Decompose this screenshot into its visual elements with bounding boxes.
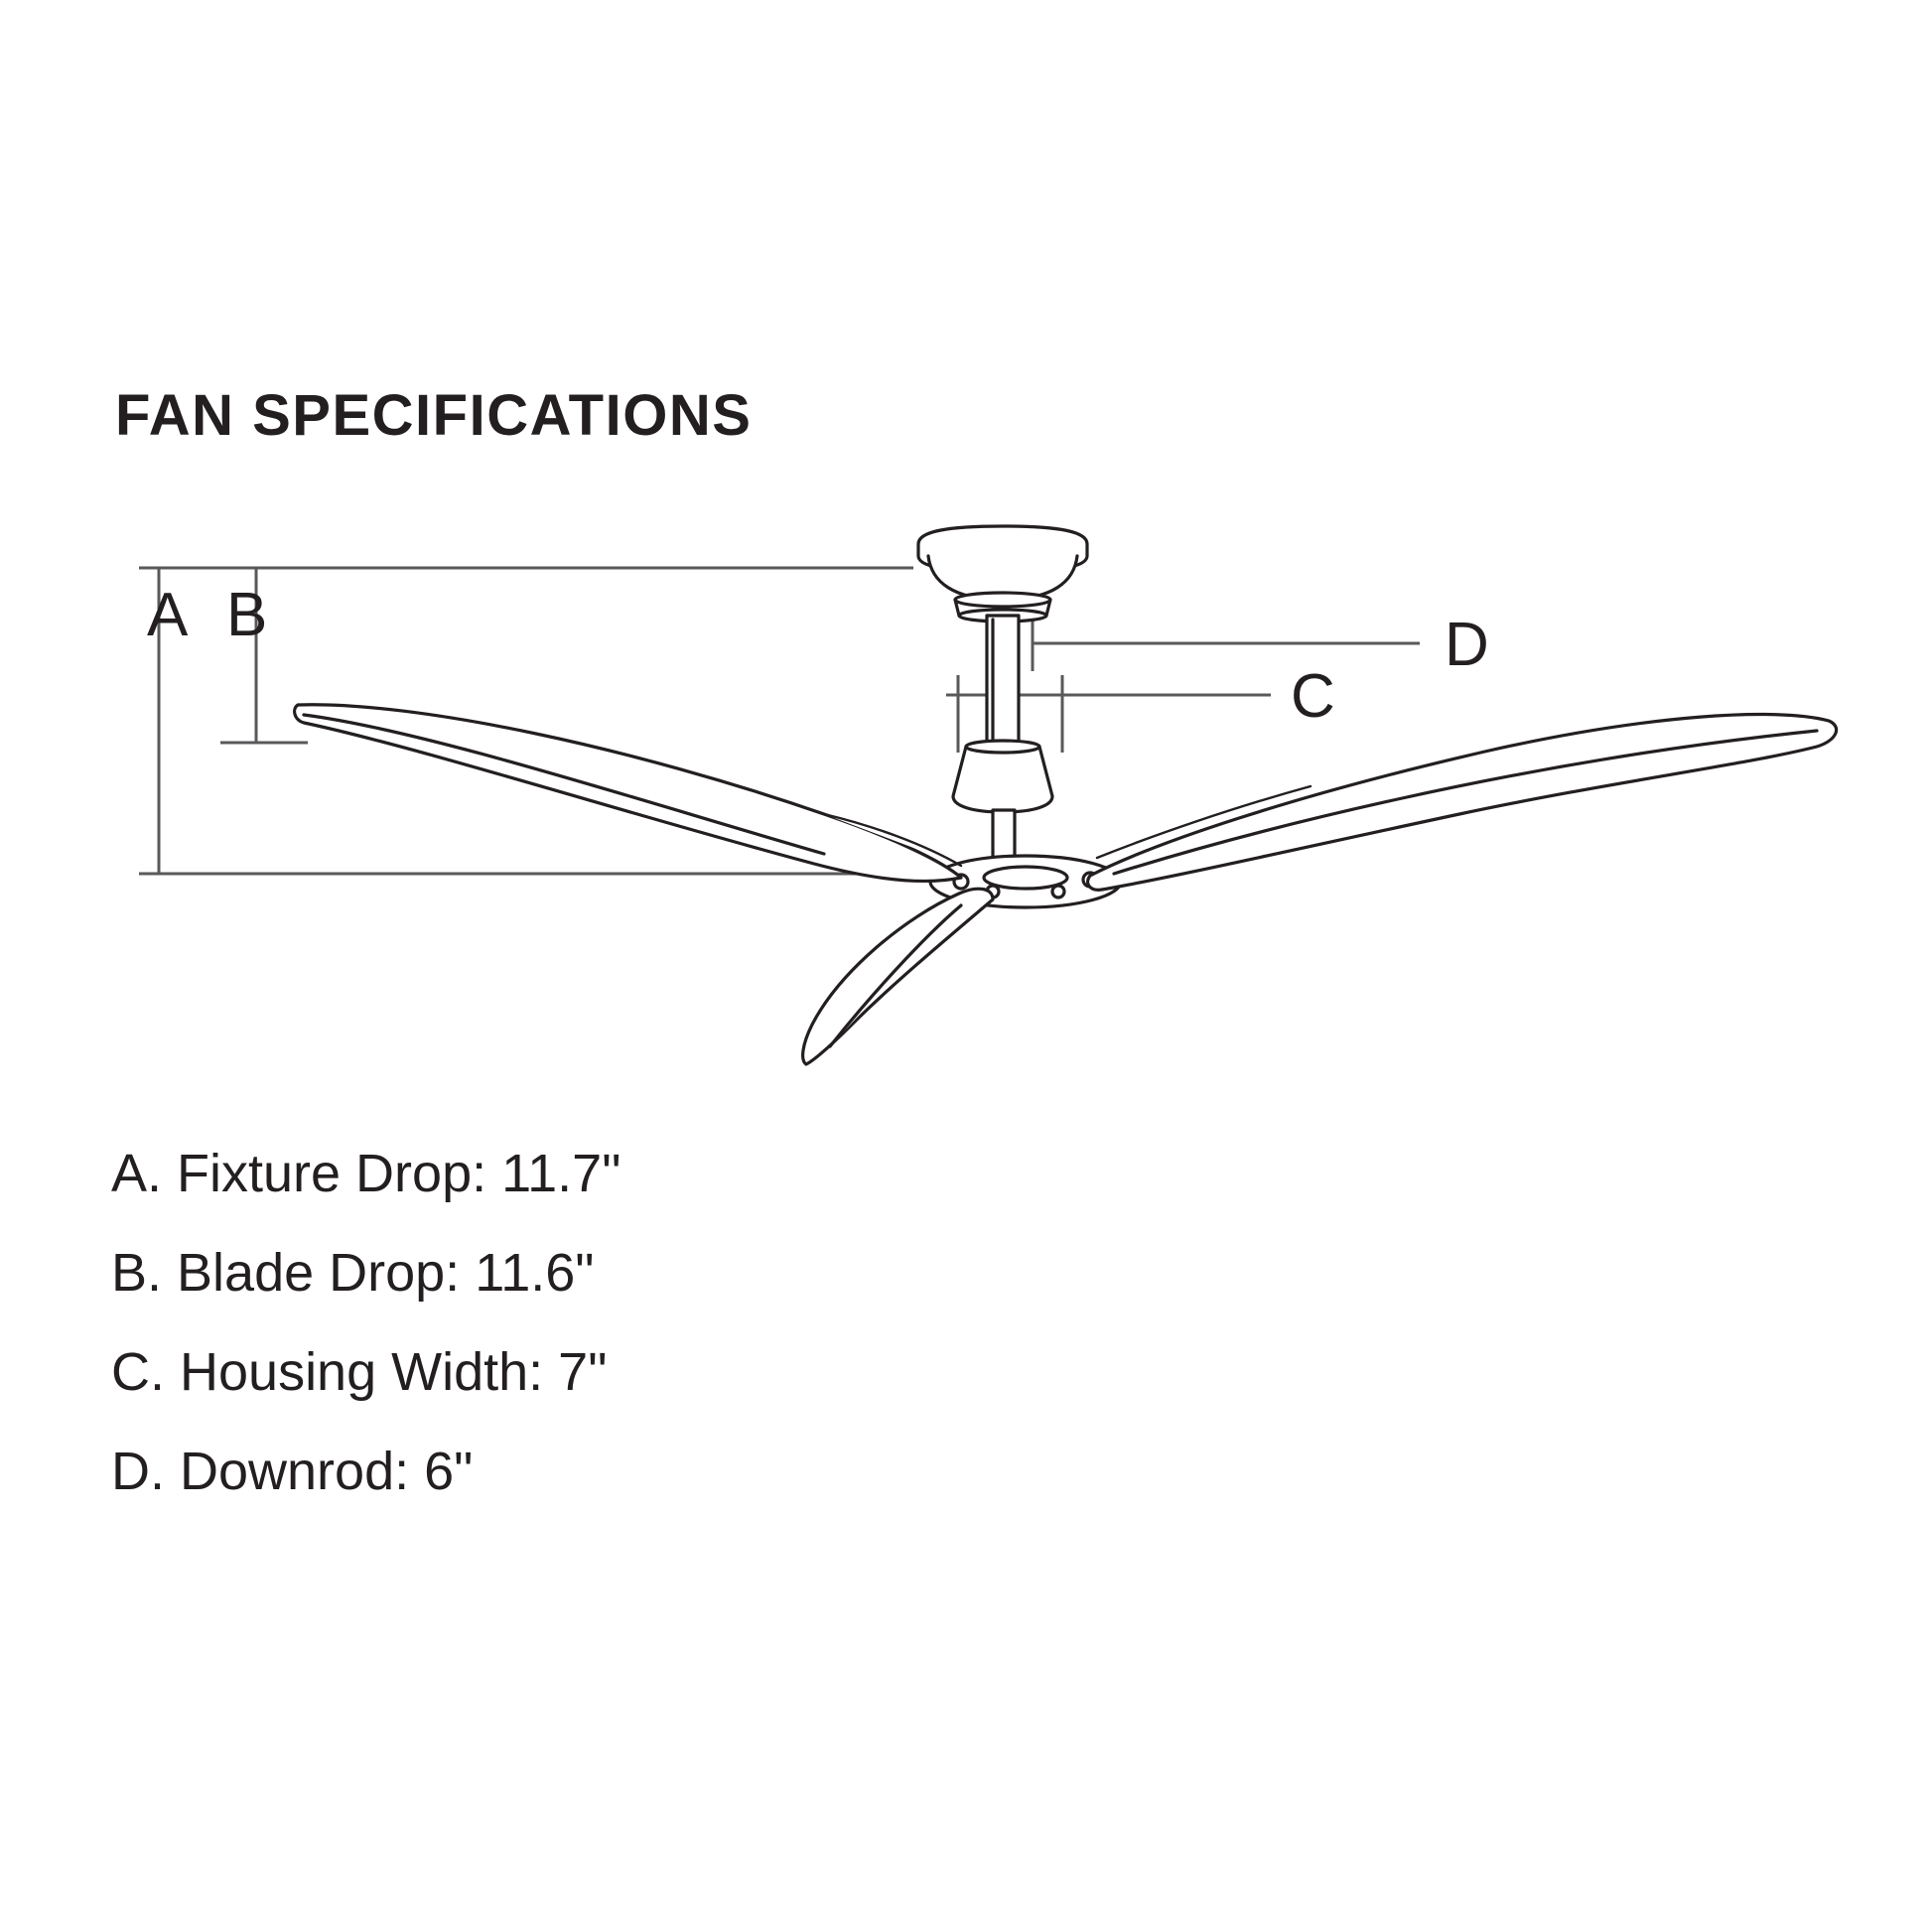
callout-label-c: C	[1291, 662, 1335, 731]
callout-label-b: B	[226, 581, 268, 649]
spec-item-b: B. Blade Drop: 11.6"	[111, 1243, 595, 1303]
spec-item-d: D. Downrod: 6"	[111, 1442, 474, 1501]
callout-label-d: D	[1445, 611, 1489, 679]
page-title: FAN SPECIFICATIONS	[115, 383, 753, 448]
fan-illustration	[295, 526, 1837, 1064]
specs-list	[111, 1144, 1303, 1544]
spec-item-a: A. Fixture Drop: 11.7"	[111, 1144, 621, 1203]
callout-label-a: A	[147, 581, 189, 649]
fan-blade-front	[803, 889, 993, 1064]
ceiling-fan-dimension-diagram	[0, 516, 1932, 1132]
spec-item-c: C. Housing Width: 7"	[111, 1342, 608, 1402]
